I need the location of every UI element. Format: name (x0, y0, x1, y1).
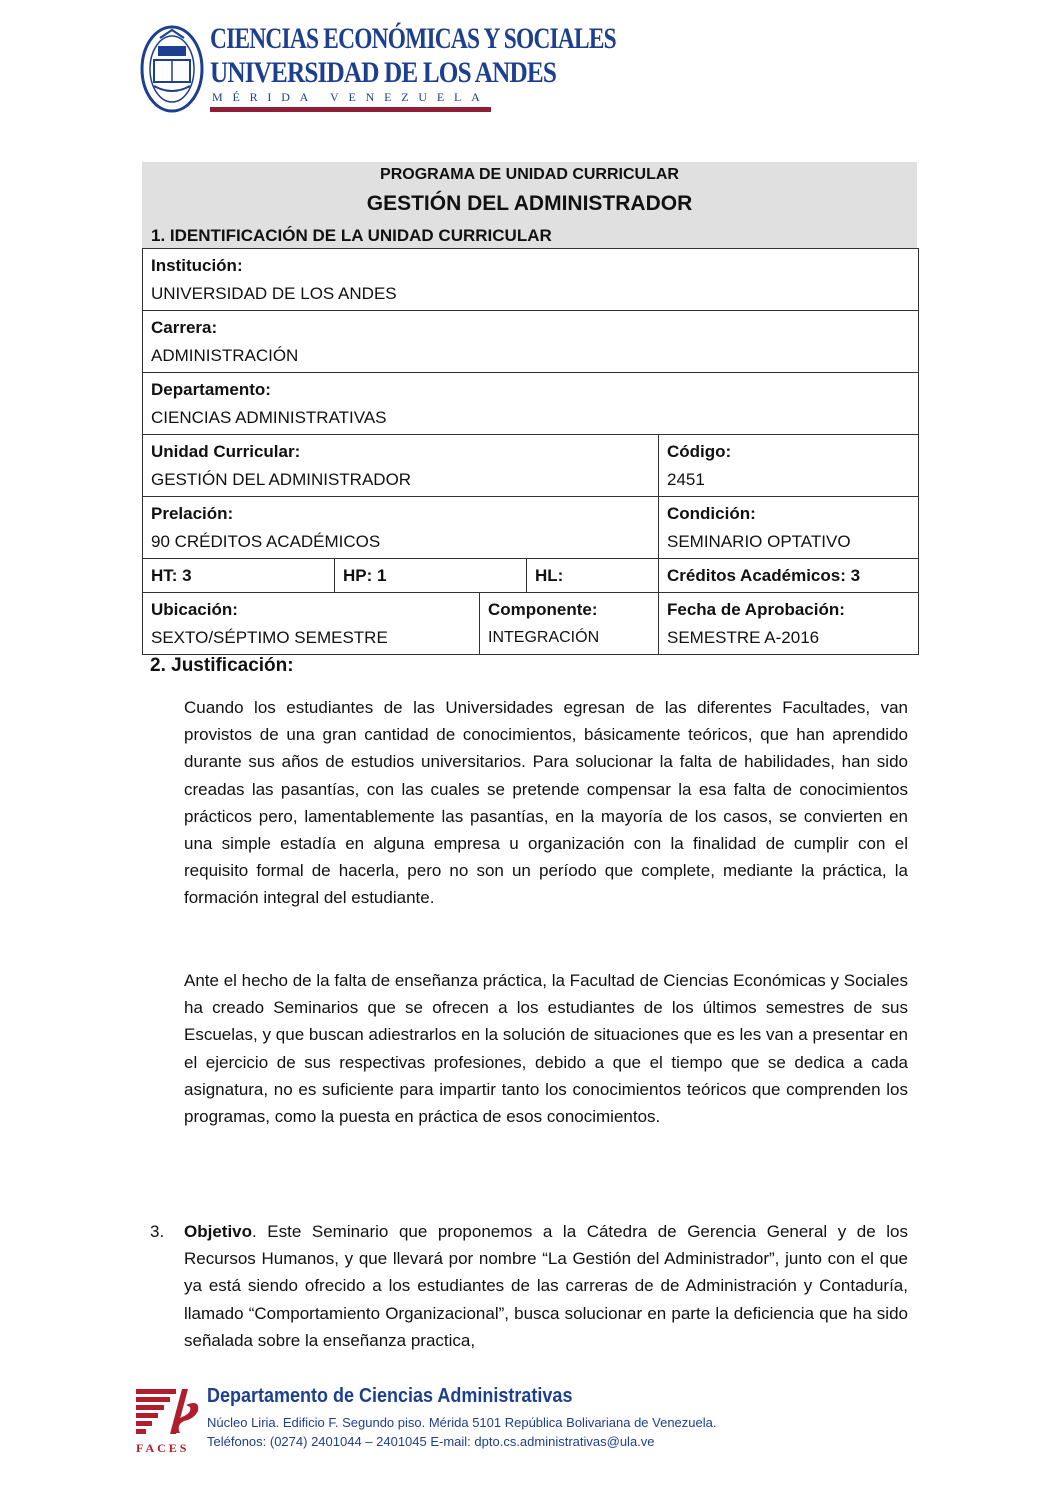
hl-value: HL: (535, 566, 564, 585)
field-value: GESTIÓN DEL ADMINISTRADOR (151, 470, 412, 489)
field-label: Componente: (488, 600, 598, 619)
justificacion-heading: 2. Justificación: (150, 655, 294, 676)
field-value: SEXTO/SÉPTIMO SEMESTRE (151, 628, 388, 647)
table-row (143, 593, 919, 655)
table-row (143, 311, 919, 373)
prelacion-cell (143, 497, 659, 559)
field-label: Código: (667, 442, 732, 461)
table-row (143, 435, 919, 497)
table-row (143, 249, 919, 311)
identification-table (142, 248, 919, 655)
field-label: Prelación: (151, 504, 234, 523)
field-value: SEMESTRE A-2016 (667, 628, 820, 647)
university-header (140, 20, 616, 120)
institucion-cell (143, 249, 919, 311)
condicion-cell (659, 497, 919, 559)
title-block (142, 162, 917, 248)
field-value: INTEGRACIÓN (488, 629, 600, 646)
department-footer (136, 1385, 736, 1465)
header-university: UNIVERSIDAD DE LOS ANDES (210, 56, 557, 89)
hp-value: HP: 1 (343, 566, 387, 585)
ht-cell (143, 559, 335, 593)
table-row (143, 559, 919, 593)
header-faculty: CIENCIAS ECONÓMICAS Y SOCIALES (210, 22, 616, 55)
objetivo-label: Objetivo (184, 1222, 253, 1241)
field-value: 90 CRÉDITOS ACADÉMICOS (151, 532, 381, 551)
creditos-value: Créditos Académicos: 3 (667, 566, 861, 585)
field-label: Carrera: (151, 318, 218, 337)
footer-contact: Teléfonos: (0274) 2401044 – 2401045 E-mail: dpto.cs.administrativas@ula.ve (207, 1434, 655, 1449)
table-row (143, 373, 919, 435)
field-label: Fecha de Aprobación: (667, 600, 845, 619)
ht-value: HT: 3 (151, 566, 192, 585)
faces-label: FACES (136, 1441, 190, 1455)
header-location: MÉRIDA VENEZUELA (212, 90, 490, 104)
field-value: 2451 (667, 470, 705, 489)
faces-logo-icon (136, 1385, 200, 1437)
componente-cell (480, 593, 659, 655)
field-value: SEMINARIO OPTATIVO (667, 532, 851, 551)
footer-address: Núcleo Liria. Edificio F. Segundo piso. Mérida 5101 República Bolivariana de Venezuela. (207, 1415, 717, 1430)
section1-heading: 1. IDENTIFICACIÓN DE LA UNIDAD CURRICULAR (151, 226, 552, 245)
objetivo-section (150, 1218, 908, 1354)
objetivo-text: . Este Seminario que proponemos a la Cátedra de Gerencia General y de los Recursos Humanos, y que llevará por nombre “La Gestión del Administrador”, junto con el que ya está siendo ofrecido a los estudiantes de las carreras de de Administración y Contaduría, llamado “Comportamiento Organizacional”, busca solucionar en parte la deficiencia que ha sido señalada sobre la enseñanza practica, (184, 1222, 908, 1350)
codigo-cell (659, 435, 919, 497)
university-seal-icon (140, 24, 204, 114)
creditos-cell (659, 559, 919, 593)
field-value: ADMINISTRACIÓN (151, 346, 299, 365)
field-label: Institución: (151, 256, 243, 275)
unidad-cell (143, 435, 659, 497)
hp-cell (335, 559, 527, 593)
objetivo-paragraph (184, 1218, 908, 1354)
ubicacion-cell (143, 593, 480, 655)
carrera-cell (143, 311, 919, 373)
field-label: Unidad Curricular: (151, 442, 301, 461)
header-rule (210, 107, 491, 112)
field-label: Condición: (667, 504, 756, 523)
hl-cell (527, 559, 659, 593)
field-label: Departamento: (151, 380, 271, 399)
field-value: CIENCIAS ADMINISTRATIVAS (151, 408, 387, 427)
justificacion-paragraph-1: Cuando los estudiantes de las Universidades egresan de las diferentes Facultades, van provistos de una gran cantidad de conocimientos, básicamente teóricos, que han aprendido durante sus años de estudios universitarios. Para solucionar la falta de habilidades, han sido creadas las pasantías, con las cuales se pretende compensar la esa falta de conocimientos prácticos pero, lamentablemente las pasantías, en la mayoría de los casos, se convierten en una simple estadía en alguna empresa u organización con la finalidad de cumplir con el requisito formal de hacerla, pero no son un período que complete, mediante la práctica, la formación integral del estudiante. (184, 698, 908, 908)
program-title: PROGRAMA DE UNIDAD CURRICULAR (380, 166, 679, 183)
fecha-cell (659, 593, 919, 655)
field-label: Ubicación: (151, 600, 238, 619)
justificacion-paragraph-2: Ante el hecho de la falta de enseñanza práctica, la Facultad de Ciencias Económicas y Sociales ha creado Seminarios que se ofrecen a los estudiantes de los últimos semestres de sus Escuelas, y que buscan adiestrarlos en la solución de situaciones que es les van a presentar en el ejercicio de sus respectivas profesiones, debido a que el tiempo que se dedica a cada asignatura, no es suficiente para impartir tanto los conocimientos teóricos que comprenden los programas, como la puesta en práctica de esos conocimientos. (184, 971, 908, 1127)
departamento-cell (143, 373, 919, 435)
objetivo-number: 3. (150, 1222, 165, 1241)
footer-department: Departamento de Ciencias Administrativas (207, 1385, 573, 1407)
table-row (143, 497, 919, 559)
field-value: UNIVERSIDAD DE LOS ANDES (151, 284, 397, 303)
course-title: GESTIÓN DEL ADMINISTRADOR (366, 192, 693, 215)
